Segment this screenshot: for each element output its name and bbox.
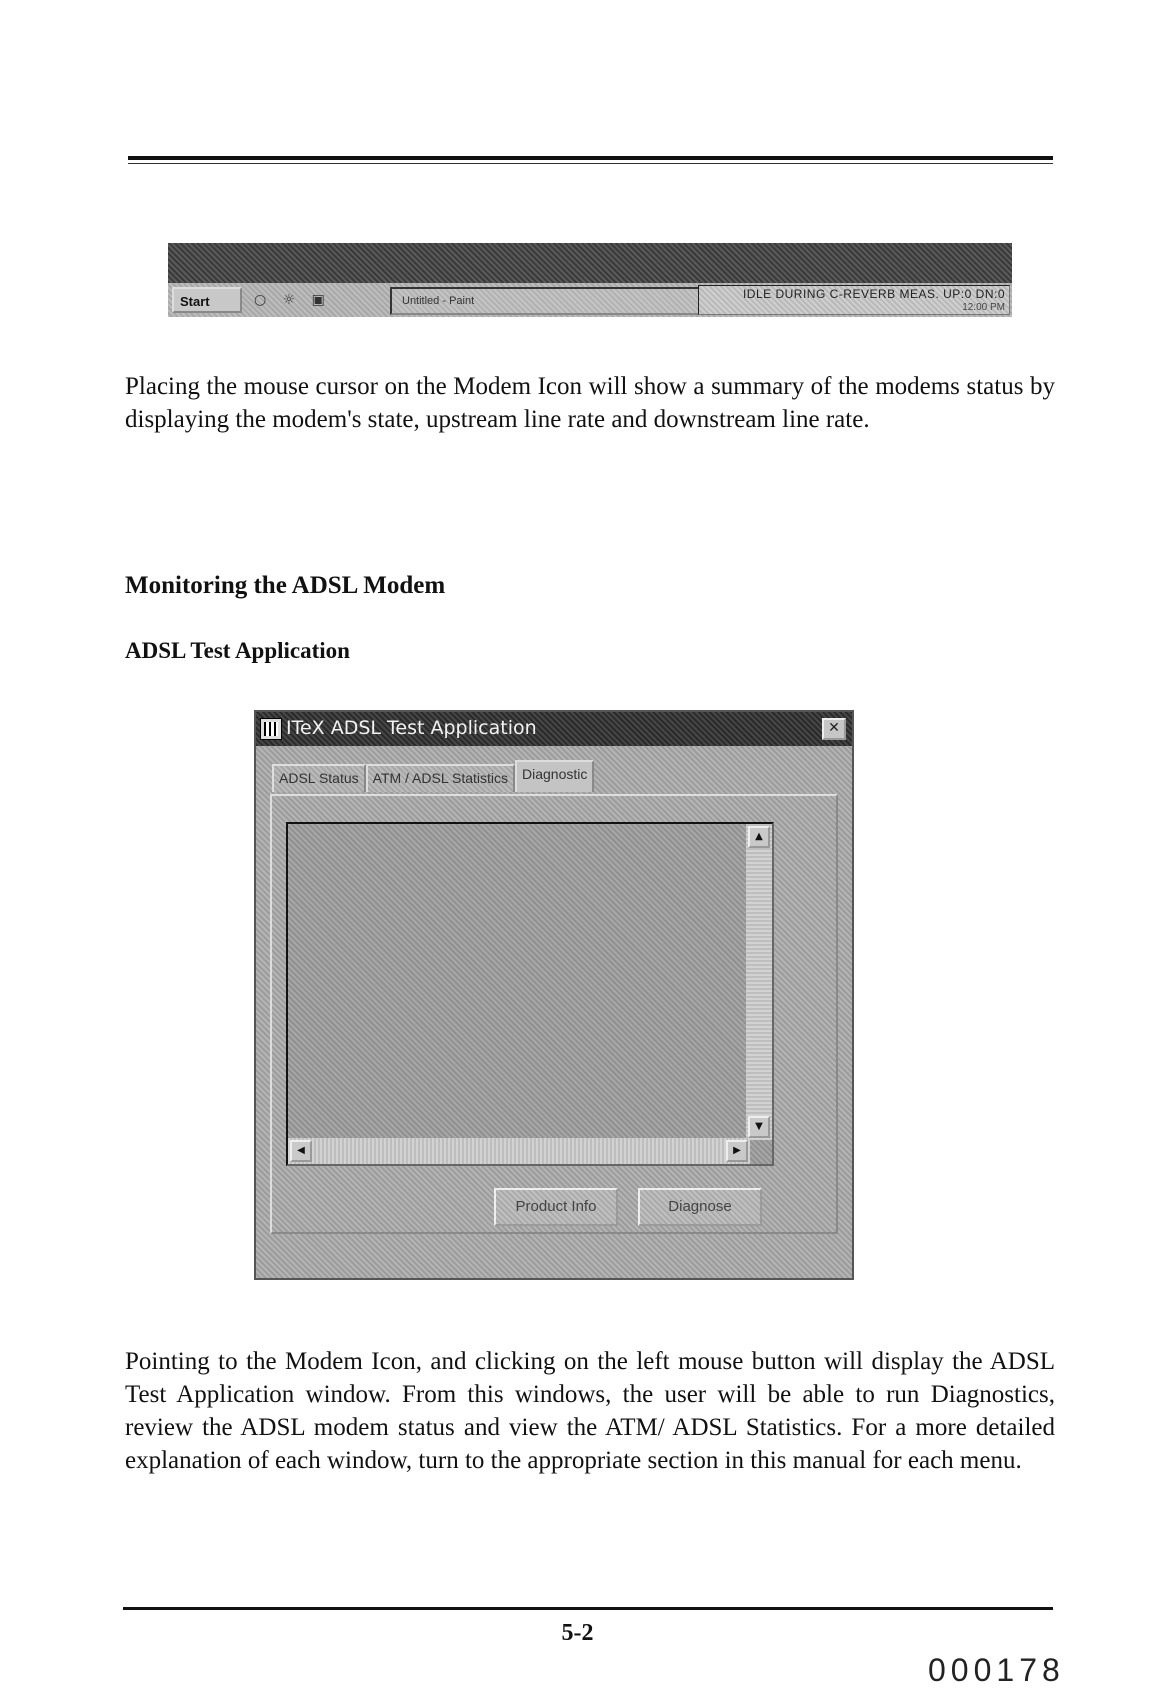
intro-paragraph: Placing the mouse cursor on the Modem Icon will show a summary of the modems status by displaying the modem's state, upstream line rate and downstream line rate.	[125, 373, 1055, 433]
adsl-test-application-window	[254, 710, 854, 1280]
page-number: 5-2	[561, 1620, 594, 1646]
vertical-scrollbar[interactable]	[746, 824, 772, 1140]
scroll-down-icon[interactable]: ▼	[748, 1116, 770, 1138]
tab-diagnostic[interactable]: Diagnostic	[515, 760, 594, 792]
taskbar-screenshot	[168, 243, 1012, 317]
product-info-button[interactable]: Product Info	[494, 1188, 618, 1226]
header-rule-thin	[128, 163, 1053, 164]
tab-adsl-status[interactable]: ADSL Status	[272, 764, 366, 792]
tab-strip	[272, 764, 594, 794]
application-icon[interactable]	[260, 718, 282, 740]
start-button[interactable]: Start	[172, 287, 242, 313]
scroll-right-icon[interactable]: ▶	[726, 1140, 748, 1162]
tab-atm-adsl-statistics[interactable]: ATM / ADSL Statistics	[366, 764, 515, 792]
close-button[interactable]: ✕	[822, 718, 846, 740]
diagnose-button[interactable]: Diagnose	[638, 1188, 762, 1226]
footer-rule	[123, 1607, 1053, 1610]
body-paragraph: Pointing to the Modem Icon, and clicking on the left mouse button will display the ADSL Test Application window. From this windows, the user will be able to run Diagnostics, review the ADSL modem status and view the ATM/ ADSL Statistics. For a more detailed explanation of each window, turn to the appropriate section in this manual for each menu.	[125, 1348, 1055, 1474]
tray-clock: 12:00 PM	[962, 302, 1005, 313]
diagnostic-output-area[interactable]	[286, 822, 774, 1166]
modem-status-text: IDLE DURING C-REVERB MEAS. UP:0 DN:0	[742, 287, 1005, 301]
taskbar-task-paint[interactable]: Untitled - Paint	[390, 287, 780, 315]
window-title: ITeX ADSL Test Application	[286, 717, 537, 739]
horizontal-scrollbar[interactable]	[288, 1138, 750, 1164]
header-rule	[128, 156, 1053, 160]
bates-stamp: 000178	[928, 1652, 1065, 1688]
window-titlebar[interactable]	[256, 712, 852, 746]
desktop-strip	[168, 243, 1012, 283]
system-tray[interactable]	[698, 285, 1010, 315]
scroll-up-icon[interactable]: ▲	[748, 826, 770, 848]
scroll-left-icon[interactable]: ◀	[290, 1140, 312, 1162]
subsection-heading: ADSL Test Application	[125, 638, 350, 663]
section-heading: Monitoring the ADSL Modem	[125, 572, 446, 599]
quick-launch-icons[interactable]: ○ ☼ ▣	[254, 292, 331, 308]
